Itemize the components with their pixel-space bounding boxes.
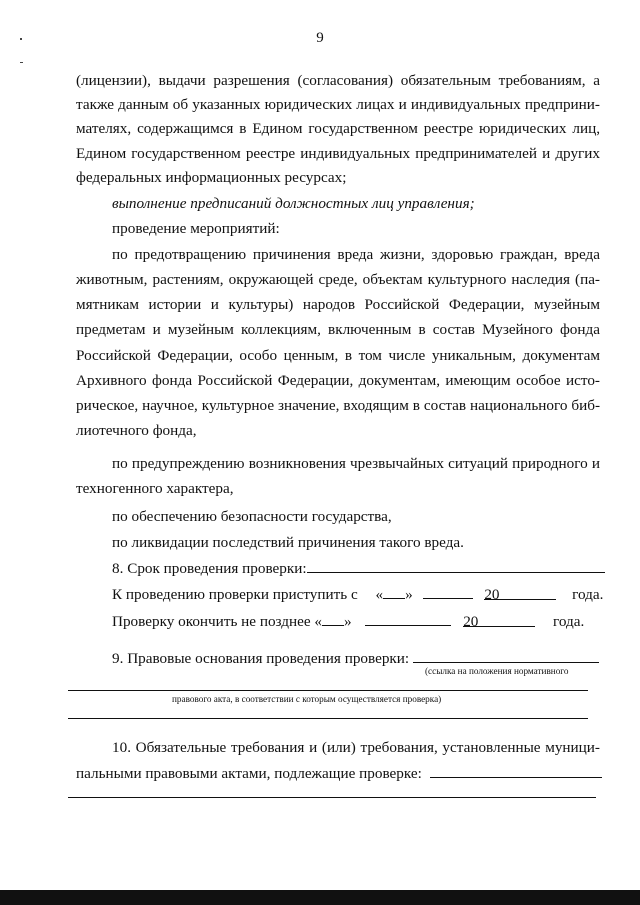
end-year-word: года. [553,613,585,630]
start-month-blank[interactable] [423,584,473,599]
start-date-row [112,584,604,605]
paragraph-line: мятникам истории и культуры) народов Российской Федерации, музейным [76,296,600,313]
section8-title-text: 8. Срок проведения проверки: [112,560,307,577]
end-year-blank[interactable] [463,612,535,630]
section10-line1: 10. Обязательные требования и (или) требования, установленные муници- [112,739,600,756]
item-measures: проведение мероприятий: [112,220,280,237]
term-blank[interactable] [307,558,605,573]
scan-speck [20,38,22,40]
start-day-blank[interactable] [383,584,405,599]
paragraph-line: рическое, научное, культурное значение, входящим в состав национального биб- [76,397,600,414]
end-date-row [112,611,600,632]
start-year-blank[interactable] [484,585,556,603]
end-day-blank[interactable] [322,611,344,626]
end-label: Проверку окончить не позднее [112,613,311,630]
paragraph-line: федеральных информационных ресурсах; [76,169,347,186]
paragraph-line: лиотечного фонда, [76,422,197,439]
paragraph-line: Российской Федерации, особо ценным, в том числе уникальным, документам [76,347,600,364]
item-liquidation: по ликвидации последствий причинения такого вреда. [112,534,464,551]
paragraph-line: техногенного характера, [76,480,234,497]
close-quote: » [344,613,352,630]
section8-title [112,558,600,579]
requirements-blank[interactable] [430,763,602,778]
start-label: К проведению проверки приступить с [112,586,358,603]
section10-line2 [76,763,600,784]
legal-basis-line[interactable] [68,718,588,719]
requirements-line[interactable] [68,797,596,798]
close-quote: » [405,586,413,603]
paragraph-line: мателях, содержащимся в Едином государственном реестре юридических лиц, [76,120,600,137]
paragraph-line: предметам и музейным коллекциям, включенным в состав Музейного фонда [76,321,600,338]
start-year-word: года. [572,586,604,603]
page-number: 9 [316,30,324,46]
paragraph-line: животным, растениям, окружающей среде, объектам культурного наследия (па- [76,271,600,288]
end-century: 20 [463,613,479,630]
legal-basis-note-2: правового акта, в соответствии с которым осуществляется проверка) [172,694,442,704]
legal-basis-note-1: (ссылка на положения нормативного [425,666,569,676]
paragraph-line: Едином государственном реестре индивидуальных предпринимателей и других [76,145,600,162]
paragraph-line: Архивного фонда Российской Федерации, документам, имеющим особое исто- [76,372,600,389]
scan-bottom-border [0,890,640,905]
section9-title-text: 9. Правовые основания проведения проверки: [112,650,410,667]
legal-basis-line[interactable] [68,690,588,691]
open-quote: « [375,586,384,603]
scan-speck [20,62,23,63]
item-orders: выполнение предписаний должностных лиц управления; [112,195,475,212]
paragraph-line: по предотвращению причинения вреда жизни, здоровью граждан, вреда [112,246,600,263]
open-quote: « [314,613,323,630]
paragraph-line: по предупреждению возникновения чрезвычайных ситуаций природного и [112,455,600,472]
start-century: 20 [484,586,500,603]
paragraph-line: (лицензии), выдачи разрешения (согласования) обязательным требованиям, а [76,72,600,89]
item-safety: по обеспечению безопасности государства, [112,508,392,525]
section10-line2-text: пальными правовыми актами, подлежащие проверке: [76,765,422,782]
end-month-blank[interactable] [365,611,451,626]
legal-basis-blank[interactable] [413,648,599,663]
paragraph-line: также данным об указанных юридических лицах и индивидуальных предприни- [76,96,600,113]
